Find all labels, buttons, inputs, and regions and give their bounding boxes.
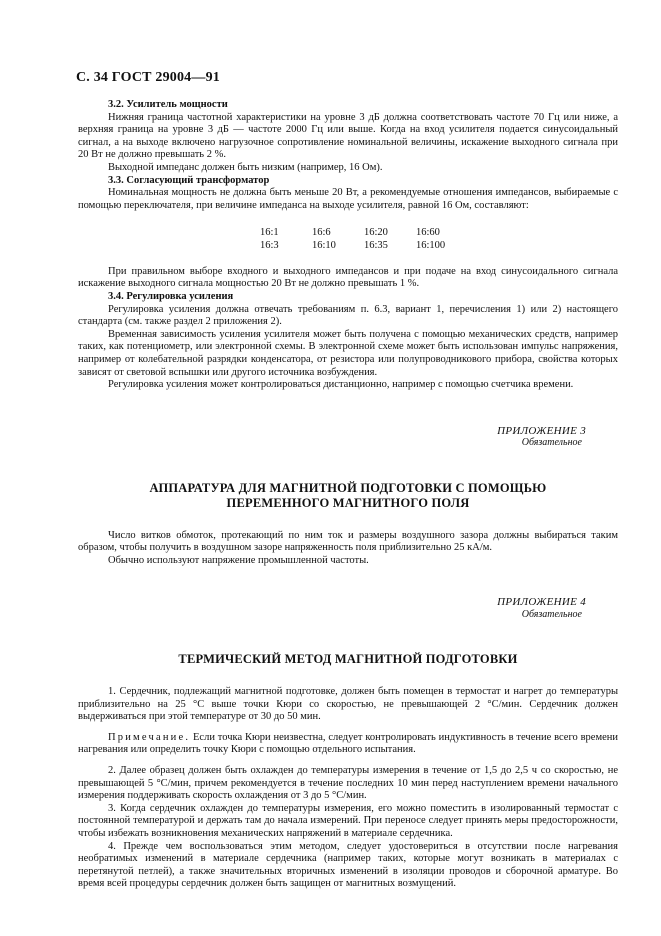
section-3-2-paragraph-2: Выходной импеданс должен быть низким (например, 16 Ом). [108,161,383,173]
ratio-row [260,240,468,252]
ratio-cell: 16:35 [364,239,388,251]
appendix-4-note [78,732,618,757]
impedance-ratio-table [260,227,468,251]
ratio-cell: 16:20 [364,227,388,239]
note-text: Если точка Кюри неизвестна, следует контролировать индуктивность в течение всего времени нагревания или определить точку Кюри с помощью отдельного испытания. [78,731,618,756]
appendix-4-paragraph-4: 4. Прежде чем воспользоваться этим методом, следует удостовериться в отсутствии после нагревания необратимых изменений в материале сердечника (например таких, которые могут возникать в материалах с перетянутой петлей), а также значительных вторичных изменений в изоляции проводов и сборочной арматуре. Во время всей процедуры сердечник должен быть защищен от магнитных возмущений. [78,840,618,890]
section-3-2-paragraph-1: Нижняя граница частотной характеристики на уровне 3 дБ должна соответствовать частоте 70 Гц или ниже, а верхняя граница на уровне 3 дБ — частоте 2000 Гц или выше. Когда на вход усилителя подается синусоидальный сигнал, а на выходе включено нагрузочное сопротивление номинальной величины, искажение выходного сигнала при 20 Вт не должно превышать 2 %. [78,111,618,161]
section-3-4-heading: 3.4. Регулировка усиления [108,290,234,302]
section-3-4-paragraph-3: Регулировка усиления может контролироваться дистанционно, например с помощью счетчика времени. [108,379,574,391]
ratio-cell: 16:60 [416,227,440,239]
appendix-3-label [78,426,586,449]
appendix-4-label [78,597,586,620]
ratio-cell: 16:1 [260,227,279,239]
appendix-3-title [78,481,618,512]
appendix-3-paragraph-2: Обычно используют напряжение промышленной частоты. [108,554,369,566]
appendix-3-title-line-1: АППАРАТУРА ДЛЯ МАГНИТНОЙ ПОДГОТОВКИ С ПОМОЩЬЮ [149,480,547,495]
section-3-4-paragraph-1: Регулировка усиления должна отвечать требованиям п. 6.3, вариант 1, перечисления 1) или 2) настоящего стандарта (см. также раздел 2 приложения 2). [78,303,618,328]
ratio-cell: 16:100 [416,239,446,251]
appendix-4-paragraph-3: 3. Когда сердечник охлажден до температуры измерения, его можно поместить в изолированный термостат с постоянной температурой и держать там до начала измерений. При переносе следует принять меры предосторожности, чтобы избежать возникновения механических напряжений в материале сердечника. [78,802,618,839]
section-3-2-heading: 3.2. Усилитель мощности [108,99,228,110]
section-3-3-heading: 3.3. Согласующий трансформатор [108,174,270,186]
ratio-cell: 16:6 [312,227,331,239]
ratio-row [260,227,468,239]
appendix-4-paragraph-1: 1. Сердечник, подлежащий магнитной подготовке, должен быть помещен в термостат и нагрет до температуры приблизительно на 25 °С выше точки Кюри со скоростью, не превышающей 2 °С/мин. Сердечник должен выдерживаться при этой температуре от 30 до 50 мин. [78,685,618,723]
section-3-4-paragraph-2: Временная зависимость усиления усилителя может быть получена с помощью механических средств, например таких, как потенциометр, или электронной схемы. В электронной схеме может быть использован импульс напряжения, например от колебательной разрядки конденсатора, от резистора или полупроводникового прибора, свойства которых зависят от световой вспышки или другого источника возбуждения. [78,328,618,378]
page-content [78,99,618,891]
ratio-cell: 16:3 [260,239,279,251]
section-3-3-paragraph-2: При правильном выборе входного и выходного импедансов и при подаче на вход синусоидального сигнала искажение выходного сигнала мощностью 20 Вт не должно превышать 1 %. [78,265,618,290]
appendix-4-title: ТЕРМИЧЕСКИЙ МЕТОД МАГНИТНОЙ ПОДГОТОВКИ [178,652,518,667]
appendix-4-paragraph-2: 2. Далее образец должен быть охлажден до температуры измерения в течение от 1,5 до 2,5 ч со скоростью, не превышающей 5 °С/мин, причем рекомендуется в течение последних 10 мин перед наступлением времени начального измерения поддерживать скорость охлаждения от 3 до 5 °С/мин. [78,764,618,802]
appendix-3-paragraph-1: Число витков обмоток, протекающий по ним ток и размеры воздушного зазора должны выбираться таким образом, чтобы получить в воздушном зазоре напряженность поля приблизительно 25 кА/м. [78,529,618,554]
section-3-3-paragraph-1: Номинальная мощность не должна быть меньше 20 Вт, а рекомендуемые отношения импедансов, выбираемые с помощью переключателя, при величине импеданса на выходе усилителя, равной 16 Ом, составляют: [78,187,618,211]
appendix-3-status: Обязательное [521,437,582,449]
appendix-3-number: ПРИЛОЖЕНИЕ 3 [497,424,586,437]
ratio-cell: 16:10 [312,239,336,251]
note-label: Примечание. [108,731,191,743]
appendix-4-status: Обязательное [521,608,582,620]
page-header: С. 34 ГОСТ 29004—91 [76,70,220,85]
appendix-4-number: ПРИЛОЖЕНИЕ 4 [497,596,586,609]
appendix-3-title-line-2: ПЕРЕМЕННОГО МАГНИТНОГО ПОЛЯ [226,496,470,511]
